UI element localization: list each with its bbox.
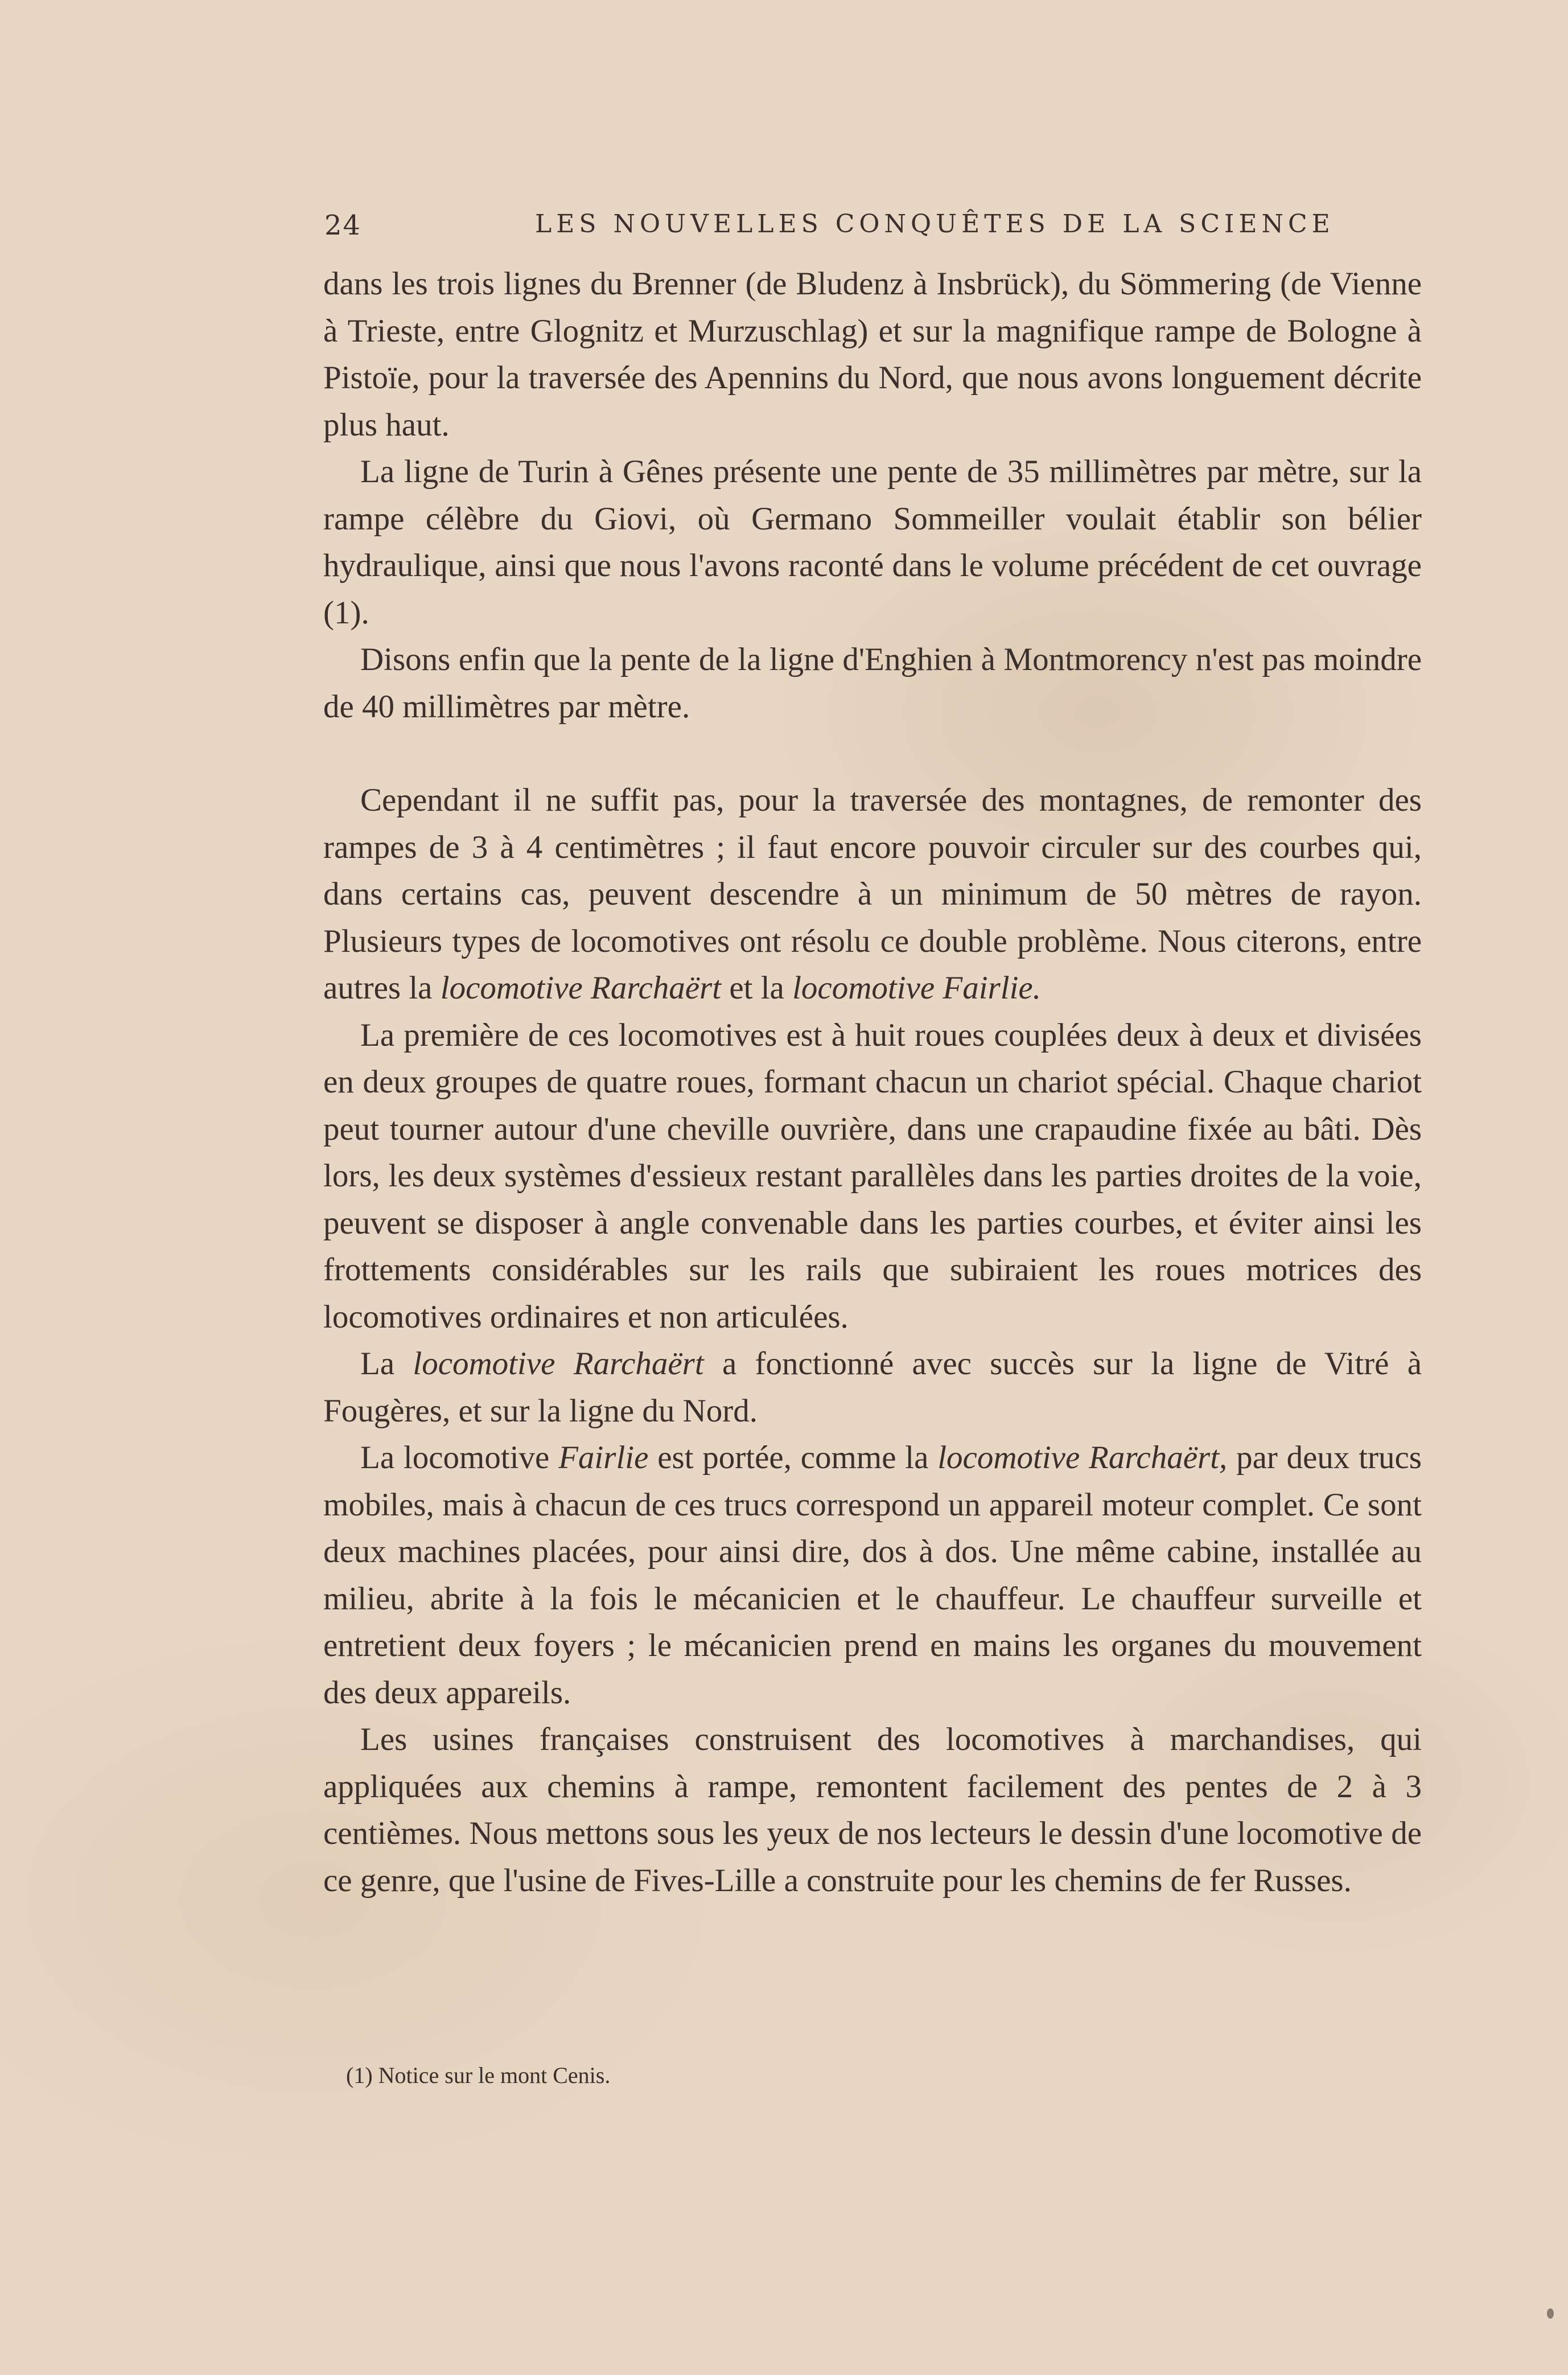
paragraph-7-text-a: La locomotive: [360, 1440, 559, 1476]
paragraph-7-italic-2: locomotive Rarchaërt,: [937, 1440, 1228, 1476]
paragraph-6-italic-1: locomotive Rarchaërt: [413, 1346, 704, 1382]
page-header: [324, 209, 1335, 249]
paragraph-3: Disons enfin que la pente de la ligne d'Enghien à Montmorency n'est pas moindre de 40 millimètres par mètre.: [323, 642, 1422, 725]
paragraph-6-text-b: a fonctionné avec succès sur la ligne de Vitré à Fougères, et sur la ligne du Nord.: [323, 1346, 1422, 1429]
running-head: LES NOUVELLES CONQUÊTES DE LA SCIENCE: [535, 209, 1335, 239]
paragraph-6: [323, 1341, 1422, 1435]
paragraph-4-italic-2: locomotive Fairlie.: [792, 970, 1041, 1006]
paragraph-1: dans les trois lignes du Brenner (de Bludenz à Insbrück), du Sömmering (de Vienne à Trieste, entre Glognitz et Murzuschlag) et sur la magnifique rampe de Bologne à Pistoïe, pour la traversée des Apennins du Nord, que nous avons longuement décrite plus haut.: [323, 266, 1422, 443]
paragraph-4-italic-1: locomotive Rarchaërt: [440, 970, 722, 1006]
footnote: (1) Notice sur le mont Cenis.: [346, 2062, 611, 2088]
body-text: [323, 261, 1422, 1904]
paragraph-4-text-b: et la: [721, 970, 793, 1006]
paragraph-4-text-a: Cependant il ne suffit pas, pour la traversée des montagnes, de remonter des rampes de 3 à 4 centimètres ; il faut encore pouvoir circuler sur des courbes qui, dans certains cas, peuvent descendre à un minimum de 50 mètres de rayon. Plusieurs types de locomotives ont résolu ce double problème. Nous citerons, entre autres la: [323, 782, 1422, 1006]
paragraph-4: [323, 777, 1422, 1012]
paragraph-7-text-c: par deux trucs mobiles, mais à chacun de ces trucs correspond un appareil moteur complet. Ce sont deux machines placées, pour ainsi dire, dos à dos. Une même cabine, installée au milieu, abrite à la fois le mécanicien et le chauffeur. Le chauffeur surveille et entretient deux foyers ; le mécanicien prend en mains les organes du mouvement des deux appareils.: [323, 1440, 1422, 1711]
paragraph-7: [323, 1435, 1422, 1716]
paragraph-2: La ligne de Turin à Gênes présente une pente de 35 millimètres par mètre, sur la rampe célèbre du Giovi, où Germano Sommeiller voulait établir son bélier hydraulique, ainsi que nous l'avons raconté dans le volume précédent de cet ouvrage (1).: [323, 454, 1422, 631]
paragraph-8: Les usines françaises construisent des locomotives à marchandises, qui appliquées aux chemins à rampe, remontent facilement des pentes de 2 à 3 centièmes. Nous mettons sous les yeux de nos lecteurs le dessin d'une locomotive de ce genre, que l'usine de Fives-Lille a construite pour les chemins de fer Russes.: [323, 1721, 1422, 1899]
paragraph-6-text-a: La: [360, 1346, 413, 1382]
page-number: 24: [324, 209, 362, 241]
paragraph-7-text-b: est portée, comme la: [648, 1440, 938, 1476]
section-gap: [323, 730, 1422, 777]
page-edge-mark: [1547, 2308, 1554, 2319]
paragraph-7-italic-1: Fairlie: [558, 1440, 649, 1476]
paragraph-5: La première de ces locomotives est à huit roues couplées deux à deux et divisées en deux groupes de quatre roues, formant chacun un chariot spécial. Chaque chariot peut tourner autour d'une cheville ouvrière, dans une crapaudine fixée au bâti. Dès lors, les deux systèmes d'essieux restant parallèles dans les parties droites de la voie, peuvent se disposer à angle convenable dans les parties courbes, et éviter ainsi les frottements considérables sur les rails que subiraient les roues motrices des locomotives ordinaires et non articulées.: [323, 1017, 1422, 1335]
